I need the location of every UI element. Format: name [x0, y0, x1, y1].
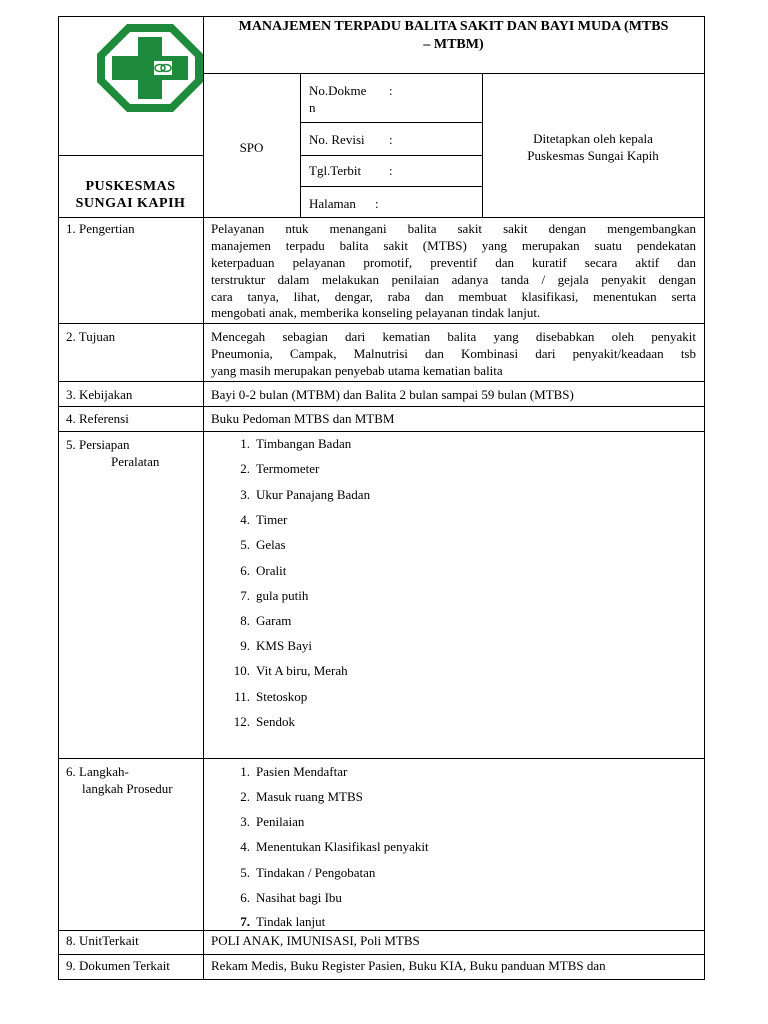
list-text: KMS Bayi: [256, 638, 312, 653]
section-label-pengertian: 1. Pengertian: [66, 221, 135, 236]
list-number: 2.: [240, 461, 250, 476]
header-bottom: [58, 217, 704, 218]
list-item: [226, 788, 363, 805]
title-row-divider: [203, 73, 704, 74]
logo-org-divider: [58, 155, 203, 156]
tujuan-line: Mencegah sebagian dari kematian balita yang disebabkan oleh penyakit: [211, 329, 696, 344]
list-text: Gelas: [256, 537, 286, 552]
row-divider-4: [58, 431, 704, 432]
row-divider-6: [58, 930, 704, 931]
section-label-prosedur: langkah Prosedur: [82, 781, 173, 796]
list-item: [226, 713, 295, 730]
field-divider-3: [300, 186, 482, 187]
tujuan-line: Pneumonia, Campak, Malnutrisi dan Kombinasi dari penyakit/keadaan tsb: [211, 346, 696, 361]
column-divider: [203, 16, 204, 979]
section-label-referensi: 4. Referensi: [66, 411, 129, 426]
section-label-unit: 8. UnitTerkait: [66, 933, 139, 948]
list-text: Masuk ruang MTBS: [256, 789, 363, 804]
table-border-right: [704, 16, 705, 980]
org-name-line1: PUSKESMAS: [85, 179, 176, 194]
list-item: [226, 612, 291, 629]
list-number: 7.: [240, 588, 250, 603]
row-divider-7: [58, 954, 704, 955]
table-border-top: [58, 16, 704, 17]
list-number: 8.: [240, 613, 250, 628]
field-sep: :: [389, 132, 393, 147]
referensi-text: Buku Pedoman MTBS dan MTBM: [211, 411, 395, 426]
field-label-no-dokumen: No.Dokme: [309, 83, 367, 98]
spo-divider: [300, 73, 301, 217]
list-text: Ukur Panajang Badan: [256, 487, 371, 502]
list-text: Garam: [256, 613, 292, 628]
list-item: [226, 864, 375, 881]
list-item: [226, 838, 429, 855]
section-label-persiapan: 5. Persiapan: [66, 437, 130, 452]
list-text: Oralit: [256, 563, 287, 578]
list-text: Stetoskop: [256, 689, 308, 704]
list-number: 4.: [240, 512, 250, 527]
list-text: Nasihat bagi Ibu: [256, 890, 342, 905]
list-item: [226, 637, 312, 654]
list-item: [226, 536, 286, 553]
row-divider-2: [58, 381, 704, 382]
section-label-tujuan: 2. Tujuan: [66, 329, 116, 344]
document-title-line1: MANAJEMEN TERPADU BALITA SAKIT DAN BAYI MUDA (MTBS: [238, 19, 669, 34]
list-number: 7.: [240, 914, 250, 929]
table-border-bottom: [58, 979, 704, 980]
list-number: 3.: [240, 487, 250, 502]
approval-line1: Ditetapkan oleh kepala: [533, 131, 653, 146]
list-text: Termometer: [256, 461, 320, 476]
list-number: 10.: [233, 663, 250, 678]
field-divider-2: [300, 155, 482, 156]
list-item: [226, 435, 351, 452]
list-item: [226, 662, 348, 679]
puskesmas-logo-icon: [94, 21, 206, 115]
list-number: 4.: [240, 839, 250, 854]
row-divider-1: [58, 323, 704, 324]
list-number: 1.: [240, 764, 250, 779]
list-item: [226, 913, 325, 930]
document-title-line2: – MTBM): [423, 37, 484, 52]
row-divider-5: [58, 758, 704, 759]
dokumen-text: Rekam Medis, Buku Register Pasien, Buku KIA, Buku panduan MTBS dan: [211, 958, 606, 973]
pengertian-line: manajemen terpadu balita sakit (MTBS) yang merupakan suatu pendekatan: [211, 238, 696, 253]
pengertian-line: terstruktur dalam melakukan penilaian adanya tanda / gejala penyakit dengan: [211, 272, 696, 287]
spo-label: SPO: [239, 140, 264, 155]
list-number: 5.: [240, 865, 250, 880]
field-label-halaman: Halaman: [309, 196, 356, 211]
field-sep: :: [375, 196, 379, 211]
approval-line2: Puskesmas Sungai Kapih: [527, 148, 659, 163]
list-item: [226, 587, 308, 604]
org-name-line2: SUNGAI KAPIH: [75, 196, 186, 211]
list-number: 2.: [240, 789, 250, 804]
tujuan-line: yang masih merupakan penyebab utama kematian balita: [211, 363, 503, 378]
list-number: 12.: [233, 714, 250, 729]
list-item: [226, 813, 304, 830]
list-text: Timer: [256, 512, 288, 527]
list-item: [226, 511, 287, 528]
list-text: Pasien Mendaftar: [256, 764, 348, 779]
list-text: Timbangan Badan: [256, 436, 352, 451]
list-text: Vit A biru, Merah: [256, 663, 348, 678]
list-number: 5.: [240, 537, 250, 552]
field-sep: :: [389, 83, 393, 98]
list-text: Sendok: [256, 714, 295, 729]
unit-text: POLI ANAK, IMUNISASI, Poli MTBS: [211, 933, 420, 948]
list-item: [226, 688, 307, 705]
pengertian-line: cara tanya, lihat, dengar, raba dan membuat klasifikasi, menentukan serta: [211, 289, 696, 304]
list-number: 1.: [240, 436, 250, 451]
list-item: [226, 460, 319, 477]
list-item: [226, 486, 370, 503]
list-text: Tindak lanjut: [256, 914, 326, 929]
field-label-no-dokumen-cont: n: [309, 100, 316, 115]
list-text: Penilaian: [256, 814, 305, 829]
list-number: 6.: [240, 563, 250, 578]
kebijakan-text: Bayi 0-2 bulan (MTBM) dan Balita 2 bulan sampai 59 bulan (MTBS): [211, 387, 574, 402]
list-text: Tindakan / Pengobatan: [256, 865, 376, 880]
list-number: 11.: [234, 689, 250, 704]
field-sep: :: [389, 163, 393, 178]
field-divider-1: [300, 122, 482, 123]
list-number: 3.: [240, 814, 250, 829]
list-item: [226, 562, 286, 579]
list-text: Menentukan Klasifikasl penyakit: [256, 839, 429, 854]
table-border-left: [58, 16, 59, 980]
pengertian-line: Pelayanan ntuk menangani balita sakit sakit dengan mengembangkan: [211, 221, 696, 236]
field-label-tgl-terbit: Tgl.Terbit: [309, 163, 362, 178]
section-label-langkah: 6. Langkah-: [66, 764, 129, 779]
pengertian-line: keterpaduan pelayanan promotif, preventif dan kuratif secara aktif dan: [211, 255, 696, 270]
list-item: [226, 889, 342, 906]
list-item: [226, 763, 347, 780]
row-divider-3: [58, 406, 704, 407]
section-label-kebijakan: 3. Kebijakan: [66, 387, 133, 402]
list-number: 9.: [240, 638, 250, 653]
section-label-peralatan: Peralatan: [111, 454, 160, 469]
list-number: 6.: [240, 890, 250, 905]
section-label-dokumen: 9. Dokumen Terkait: [66, 958, 170, 973]
pengertian-line: mengobati anak, memberika konseling pelayanan tindak lanjut.: [211, 305, 541, 320]
field-label-no-revisi: No. Revisi: [309, 132, 365, 147]
list-text: gula putih: [256, 588, 309, 603]
